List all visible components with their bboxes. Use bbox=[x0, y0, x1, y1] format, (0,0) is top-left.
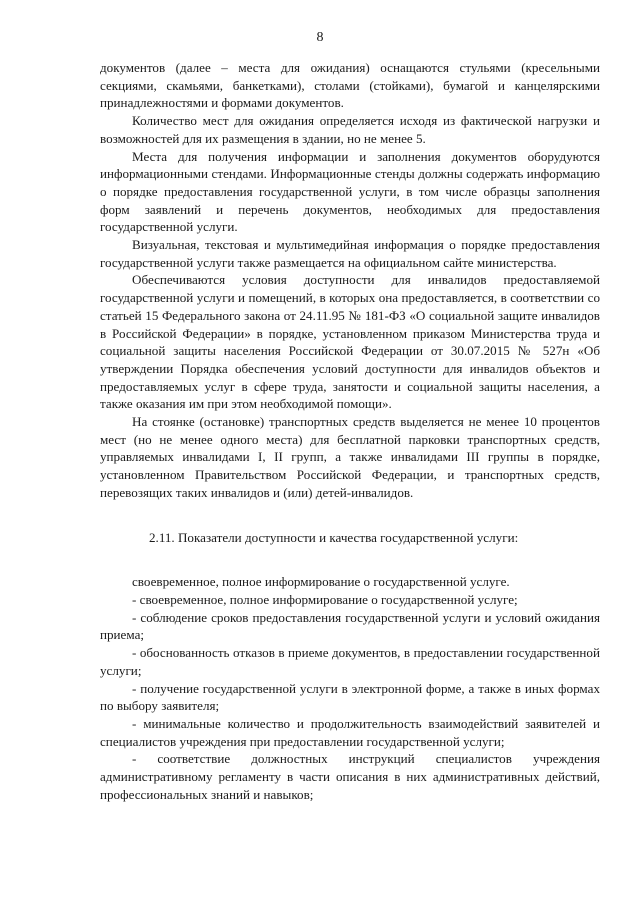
list-item: - минимальные количество и продолжительность взаимодействий заявителей и специалистов учреждения при предоставлении государственной услуги; bbox=[100, 715, 600, 749]
paragraph: документов (далее – места для ожидания) оснащаются стульями (кресельными секциями, скамьями, банкетками), столами (стойками), бумагой и канцелярскими принадлежностями и формами документов. bbox=[100, 60, 600, 111]
list-item: - соблюдение сроков предоставления государственной услуги и условий ожидания приема; bbox=[100, 609, 600, 643]
paragraph: Количество мест для ожидания определяется исходя из фактической нагрузки и возможностей для их размещения в здании, но не менее 5. bbox=[100, 113, 600, 146]
list-item: своевременное, полное информирование о государственной услуге. bbox=[132, 574, 510, 590]
list-item: - обоснованность отказов в приеме документов, в предоставлении государственной услуги; bbox=[100, 645, 600, 678]
list-item: - соответствие должностных инструкций специалистов учреждения административному регламенту в части описания в них административных действий, профессиональных знаний и навыков; bbox=[100, 751, 600, 802]
paragraph: Визуальная, текстовая и мультимедийная информация о порядке предоставления государственной услуги также размещается на официальном сайте министерства. bbox=[100, 237, 600, 270]
document-body bbox=[100, 59, 600, 803]
paragraph: Обеспечиваются условия доступности для инвалидов предоставляемой государственной услуги и помещений, в которых она предоставляется, в соответствии со статьей 15 Федерального закона от 24.11.95 № 181-ФЗ «О социальной защите инвалидов в Российской Федерации» в порядке, установленном приказом Министерства труда и социальной защиты населения Российской Федерации от 30.07.2015 № 527н «Об утверждении Порядка обеспечения условий доступности для инвалидов объектов и предоставляемых услуг в сфере труда, занятости и социальной защиты населения, а также оказания им при этом необходимой помощи». bbox=[100, 272, 600, 412]
paragraph: На стоянке (остановке) транспортных средств выделяется не менее 10 процентов мест (но не менее одного места) для бесплатной парковки транспортных средств, управляемых инвалидами I, II групп, а также инвалидами III группы в порядке, установленном Правительством Российской Федерации, и транспортных средств, перевозящих таких инвалидов и (или) детей-инвалидов. bbox=[100, 414, 600, 500]
page-number: 8 bbox=[316, 30, 324, 45]
list-item: - получение государственной услуги в электронной форме, а также в иных формах по выбору заявителя; bbox=[100, 680, 600, 714]
section-heading: 2.11. Показатели доступности и качества государственной услуги: bbox=[149, 529, 519, 545]
paragraph: Места для получения информации и заполнения документов оборудуются информационными стендами. Информационные стенды должны содержать информацию о порядке предоставления государственной услуги, в том числе образцы заполнения форм заявлений и перечень документов, необходимых для предоставления государственной услуги. bbox=[100, 148, 600, 235]
list-item: - своевременное, полное информирование о государственной услуге; bbox=[132, 591, 518, 607]
